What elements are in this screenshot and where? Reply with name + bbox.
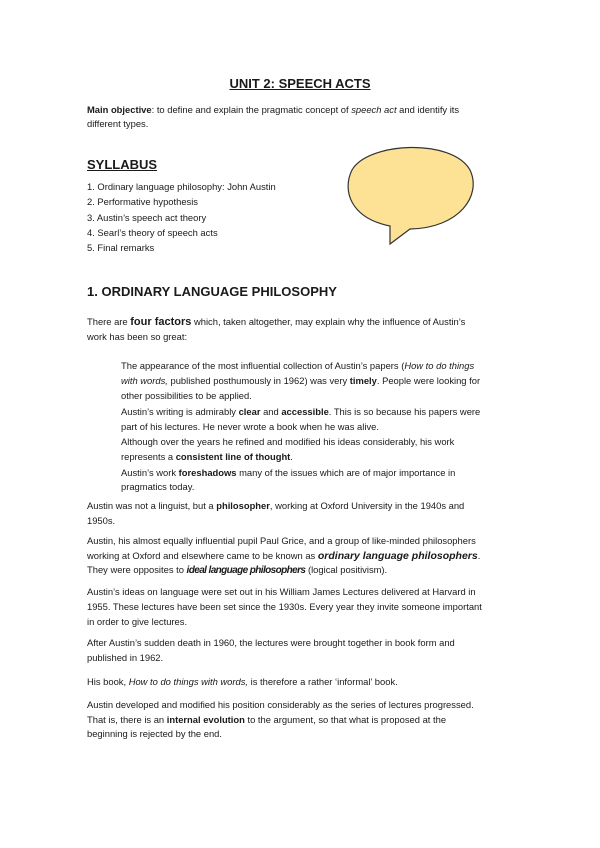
text-run: beginning is rejected by the end. bbox=[87, 728, 222, 739]
text-run: work has been so great: bbox=[87, 331, 188, 342]
text-run: (logical positivism). bbox=[305, 564, 388, 575]
text-run: different types. bbox=[87, 118, 149, 129]
factor-line bbox=[121, 375, 480, 387]
text-run: many of the issues which are of major importance in bbox=[236, 467, 456, 478]
text-run: . bbox=[477, 550, 481, 561]
factor-line bbox=[121, 467, 455, 479]
text-run: That is, there is an bbox=[87, 714, 167, 725]
text-run: . bbox=[290, 451, 293, 462]
factor-line bbox=[121, 481, 194, 493]
emphasis-text: Main objective bbox=[87, 104, 152, 115]
paragraph-line bbox=[87, 316, 465, 328]
text-run: Austin developed and modified his position considerably as the series of lectures progressed. bbox=[87, 699, 474, 710]
paragraph-line bbox=[87, 535, 476, 547]
text-run: to the argument, so that what is proposed at the bbox=[244, 714, 447, 725]
paragraph-line bbox=[87, 652, 163, 664]
emphasis-text: speech act bbox=[351, 104, 397, 115]
text-run: 1955. These lectures have been set since the 1930s. Every year they invite someone important bbox=[87, 601, 482, 612]
emphasis-text: foreshadows bbox=[178, 467, 237, 478]
text-run: 1950s. bbox=[87, 515, 116, 526]
paragraph-line bbox=[87, 586, 476, 598]
factor-line bbox=[121, 406, 480, 418]
emphasis-text: How to do things bbox=[404, 360, 475, 371]
syllabus-item: 3. Austin’s speech act theory bbox=[87, 212, 207, 223]
paragraph-line bbox=[87, 515, 115, 527]
syllabus-item: 4. Searl’s theory of speech acts bbox=[87, 227, 218, 238]
text-run: Austin’s writing is admirably bbox=[121, 406, 239, 417]
paragraph-line bbox=[87, 699, 474, 711]
text-run: Austin’s work bbox=[121, 467, 179, 478]
factor-line bbox=[121, 360, 474, 372]
text-run: is therefore a rather ‘informal’ book. bbox=[248, 676, 398, 687]
text-run: The appearance of the most influential collection of Austin’s papers ( bbox=[121, 360, 405, 371]
text-run: : to define and explain the pragmatic concept of bbox=[151, 104, 352, 115]
objective-line bbox=[87, 118, 148, 130]
text-run: Austin was not a linguist, but a bbox=[87, 500, 217, 511]
emphasis-text: How to do things with words, bbox=[128, 676, 249, 687]
text-run: working at Oxford and elsewhere came to be known as bbox=[87, 550, 318, 561]
emphasis-text: four factors bbox=[130, 316, 192, 328]
text-run: represents a bbox=[121, 451, 176, 462]
text-run: His book, bbox=[87, 676, 129, 687]
syllabus-item: 5. Final remarks bbox=[87, 242, 155, 253]
text-run: in order to give lectures. bbox=[87, 616, 188, 627]
paragraph-line bbox=[87, 676, 398, 688]
factor-line bbox=[121, 451, 293, 463]
text-run: published posthumously in 1962) was very bbox=[167, 375, 350, 386]
emphasis-text: philosopher bbox=[216, 500, 270, 511]
speech-bubble-icon bbox=[340, 140, 480, 250]
paragraph-line bbox=[87, 550, 480, 562]
paragraph-line bbox=[87, 714, 446, 726]
text-run: After Austin’s sudden death in 1960, the lectures were brought together in book form and bbox=[87, 637, 455, 648]
text-run: published in 1962. bbox=[87, 652, 164, 663]
syllabus-heading: SYLLABUS bbox=[87, 157, 158, 172]
page-title: UNIT 2: SPEECH ACTS bbox=[229, 76, 371, 91]
paragraph-line bbox=[87, 564, 387, 577]
emphasis-text: clear bbox=[238, 406, 261, 417]
text-run: part of his lectures. He never wrote a book when he was alive. bbox=[121, 421, 379, 432]
paragraph-line bbox=[87, 601, 482, 613]
emphasis-text: consistent line of thought bbox=[175, 451, 291, 462]
text-run: and bbox=[260, 406, 282, 417]
text-run: . People were looking for bbox=[376, 375, 481, 386]
syllabus-item: 1. Ordinary language philosophy: John Austin bbox=[87, 181, 276, 192]
emphasis-text: with words, bbox=[121, 375, 168, 386]
objective-line bbox=[87, 104, 459, 116]
text-run: pragmatics today. bbox=[121, 481, 195, 492]
paragraph-line bbox=[87, 728, 222, 740]
factor-line bbox=[121, 390, 252, 402]
text-run: other possibilities to be applied. bbox=[121, 390, 252, 401]
text-run: Austin, his almost equally influential pupil Paul Grice, and a group of like-minded philosophers bbox=[87, 535, 476, 546]
factor-line bbox=[121, 421, 379, 433]
text-run: , working at Oxford University in the 1940s and bbox=[269, 500, 465, 511]
text-run: Austin’s ideas on language were set out in his William James Lectures delivered at Harvard in bbox=[87, 586, 476, 597]
text-run: There are bbox=[87, 316, 131, 327]
emphasis-text: ideal language philosophers bbox=[186, 565, 306, 576]
paragraph-line bbox=[87, 500, 464, 512]
syllabus-item: 2. Performative hypothesis bbox=[87, 196, 198, 207]
paragraph-line bbox=[87, 331, 187, 343]
paragraph-line bbox=[87, 616, 187, 628]
text-run: and identify its bbox=[396, 104, 460, 115]
text-run: . This is so because his papers were bbox=[328, 406, 481, 417]
paragraph-line bbox=[87, 637, 455, 649]
text-run: which, taken altogether, may explain why the influence of Austin’s bbox=[191, 316, 466, 327]
text-run: They were opposites to bbox=[87, 564, 187, 575]
factor-line bbox=[121, 436, 454, 448]
emphasis-text: timely bbox=[349, 375, 377, 386]
emphasis-text: internal evolution bbox=[166, 714, 245, 725]
emphasis-text: accessible bbox=[281, 406, 329, 417]
emphasis-text: ordinary language philosophers bbox=[317, 550, 478, 562]
text-run: Although over the years he refined and modified his ideas considerably, his work bbox=[121, 436, 455, 447]
section-1-heading: 1. ORDINARY LANGUAGE PHILOSOPHY bbox=[87, 284, 337, 299]
